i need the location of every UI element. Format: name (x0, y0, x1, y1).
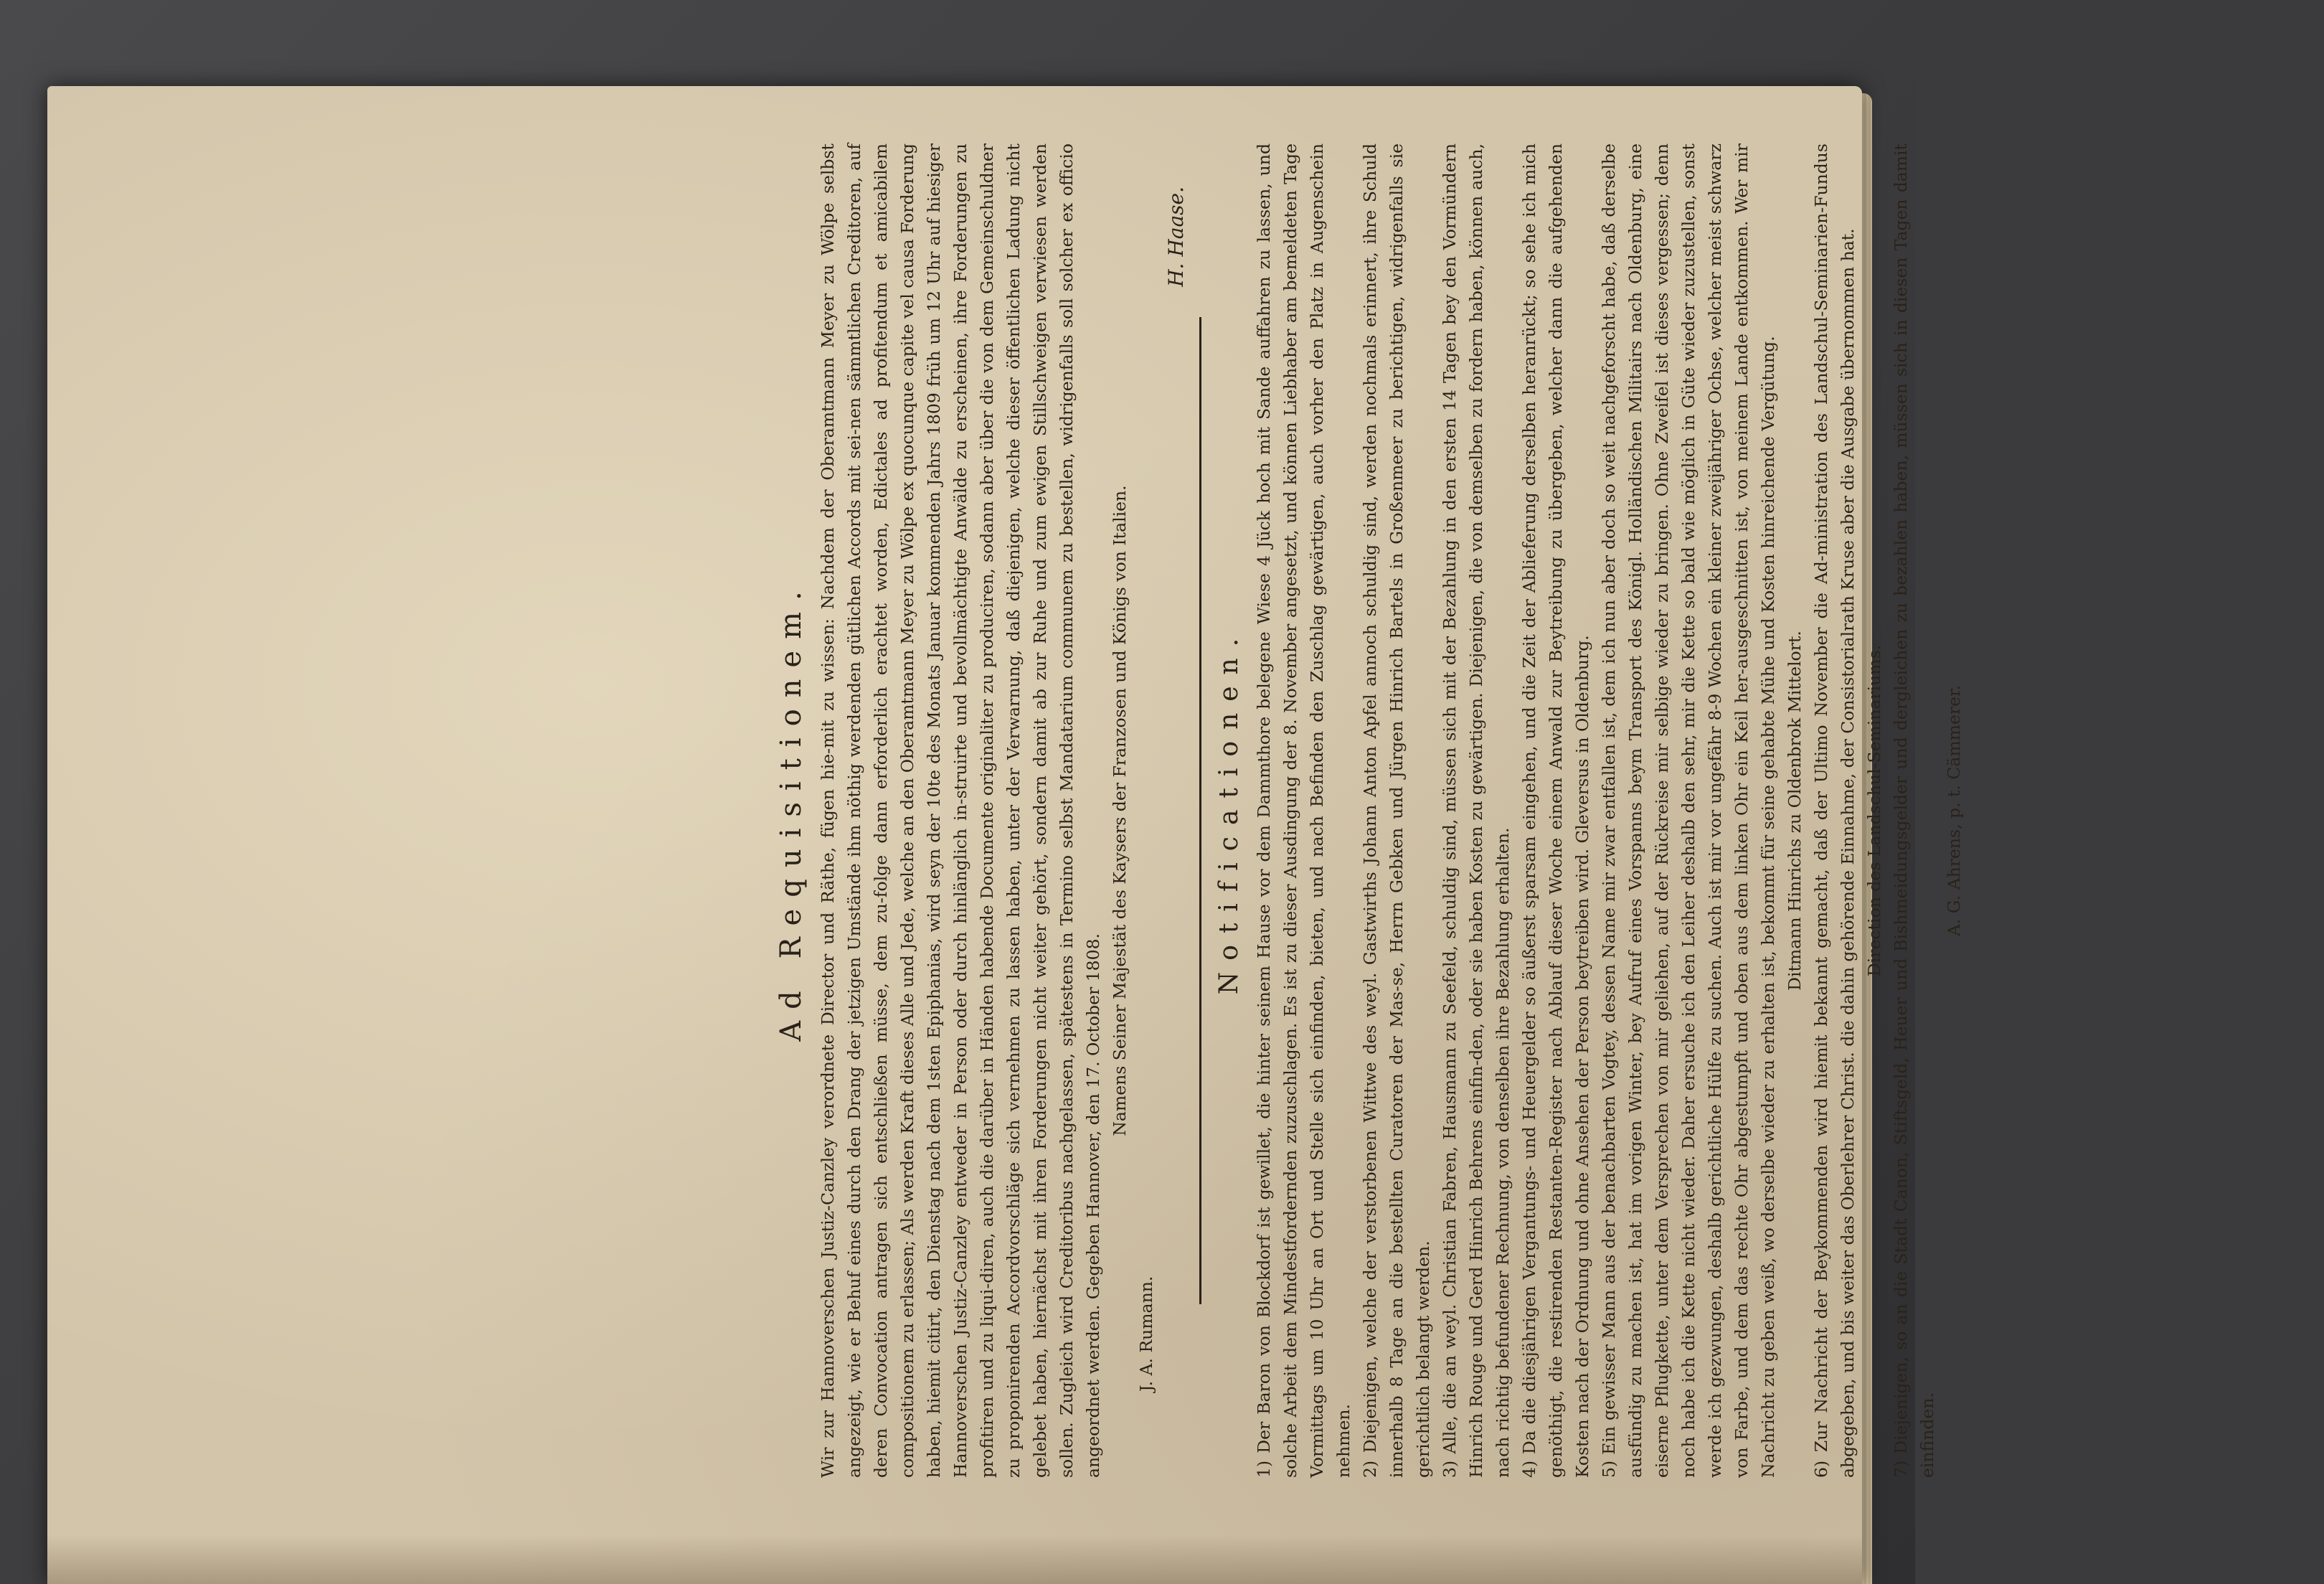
requisitionem-signer-left: J. A. Rumann. (1136, 1276, 1156, 1392)
requisitionem-signer-right: H. Haase. (1164, 187, 1188, 287)
notification-item-5: 5) Ein gewisser Mann aus der benachbarten Vogtey, dessen Name mir zwar entfallen ist, dem ich nun aber doch so weit nachgeforscht habe, daß derselbe ausfündig zu machen ist, hat im vorigen Winter, bey Aufruf eines Vorspanns beym Transport des Königl. Holländischen Militairs nach Oldenburg, eine eiserne Pflugkette, unter dem Versprechen von mir geliehen, auf der Rückreise mir selbige wieder zu bringen. Ohne Zweifel ist dieses vergessen; denn noch habe ich die Kette nicht wieder. Daher ersuche ich den Leiher deshalb den sehr, mir die Kette so bald wie möglich in Güte wieder zuzustellen, sonst werde ich gezwungen, deshalb gerichtliche Hülfe zu suchen. Auch ist mir vor ungefähr 8-9 Wochen ein kleiner zweijähriger Ochse, welcher meist schwarz von Farbe, und dem das rechte Ohr abgestumpft und oben aus dem linken Ohr ein Keil her-ausgeschnitten ist, von meinem Lande entkommen. Wer mir Nachricht zu geben weiß, wo derselbe wieder zu erhalten ist, bekommt für seine gehabte Mühe und Kosten hinreichende Vergütung. (1599, 143, 1778, 1478)
section-heading-requisitionem: Ad Requisitionem. (775, 580, 808, 1042)
notification-signer-6: Direction des Landschul-Seminariums. (1864, 644, 1884, 977)
notification-item-1: 1) Der Baron von Blockdorf ist gewillet, die hinter seinem Hause vor dem Dammthore belegene Wiese 4 Jück hoch mit Sande auffahren zu lassen, und solche Arbeit dem Mindestfordernden zuzuschlagen. Es ist zu dieser Ausdingung der 8. November angesetzt, und können Liebhaber am bemeldeten Tage Vormittags um 10 Uhr an Ort und Stelle sich einfinden, bieten, und nach Befinden den Zuschlag gewärtigen, auch vorher den Platz in Augenschein nehmen. (1254, 143, 1354, 1478)
notification-item-6: 6) Zur Nachricht der Beykommenden wird hiemit bekannt gemacht, daß der Ultimo November die Ad-ministration des Landschul-Seminarien-Fundus abgegeben, und bis weiter das Oberlehrer Christ. die dahin gehörende Einnahme, der Consistorialrath Kruse aber die Ausgabe übernommen hat. (1811, 143, 1858, 1478)
section-divider-rule (1199, 317, 1201, 1304)
notification-item-4: 4) Da die diesjährigen Vergantungs- und Heuergelder so äußerst sparsam eingehen, und die Zeit der Ablieferung derselben heranrückt; so sehe ich mich genöthigt, die restirenden Restanten-Register nach Ablauf dieser Woche einem Anwald zur Beytreibung zu übergeben, welcher dann die aufgehenden Kosten nach der Ordnung und ohne Ansehen der Person beytreiben wird. Gleversus in Oldenburg. (1519, 143, 1592, 1478)
section-heading-notificationen: Notificationen. (1214, 626, 1244, 995)
rotated-text-block (775, 143, 2324, 1478)
text-content (775, 143, 2324, 1478)
notification-signer-5: Ditmann Hinrichs zu Oldenbrok Mittelort. (1785, 631, 1805, 991)
notification-signer-7: A. G. Ahrens, p. t. Cämmerer. (1944, 684, 1964, 937)
notification-item-7: 7) Diejenigen, so an die Stadt Canon, Stiftsgeld, Heuer und Bishmeidungsgelder und dergleichen zu bezahlen haben, müssen sich in diesen Tagen damit einfinden. (1891, 143, 1937, 1478)
notification-item-3: 3) Alle, die an weyl. Christian Fabren, Hausmann zu Seefeld, schuldig sind, müssen sich mit der Bezahlung in den ersten 14 Tagen bey den Vormündern Hinrich Rouge und Gerd Hinrich Behrens einfin-den, oder sie haben Kosten zu gewärtigen. Diejenigen, die von demselben zu fordern haben, können auch, nach richtig befundener Rechnung, von denselben ihre Bezahlung erhalten. (1440, 143, 1513, 1478)
requisitionem-body: Wir zur Hannoverschen Justiz-Canzley verordnete Director und Räthe, fügen hie-mit zu wissen: Nachdem der Oberamtmann Meyer zu Wölpe selbst angezeigt, wie er Behuf eines durch den Drang der jetzigen Umstände ihm nöthig werdenden gütlichen Accords mit sei-nen sämmtlichen Creditoren, auf deren Convocation antragen sich entschließen müsse, dem zu-folge dann erforderlich erachtet worden, Edictales ad profitendum et amicabilem compositionem zu erlassen; Als werden Kraft dieses Alle und Jede, welche an den Oberamtmann Meyer zu Wölpe ex quocunque capite vel causa Forderung haben, hiemit citirt, den Dienstag nach dem 1sten Epiphanias, wird seyn der 10te des Monats Januar kommenden Jahrs 1809 früh um 12 Uhr auf hiesiger Hannoverschen Justiz-Canzley entweder in Person oder durch hinlänglich in-struirte und bevollmächtigte Anwälde zu erscheinen, ihre Forderungen zu profitiren und zu liqui-diren, auch die darüber in Händen habende Documente originaliter zu produciren, sodann aber über die von dem Gemeinschuldner zu proponirenden Accordvorschläge sich vernehmen zu lassen haben, unter der Verwarnung, daß diejenigen, welche dieser öffentlichen Ladung nicht gelebet haben, hiernächst mit ihren Forderungen nicht weiter gehört, sondern damit ab zur Ruhe und zum ewigen Stillschweigen verwiesen werden sollen. Zugleich wird Creditoribus nachgelassen, spätestens in Termino selbst Mandatarium communem zu bestellen, widrigenfalls soll solcher ex officio angeordnet werden. Gegeben Hannover, den 17. October 1808. (818, 143, 1103, 1478)
requisitionem-closing: Namens Seiner Majestät des Kaysers der Franzosen und Königs von Italien. (1110, 485, 1130, 1136)
notification-item-2: 2) Diejenigen, welche der verstorbenen Wittwe des weyl. Gastwirths Johann Anton Apfel annoch schuldig sind, werden nochmals erinnert, ihre Schuld innerhalb 8 Tage an die bestellten Curatoren der Mas-se, Herrn Gebken und Jürgen Hinrich Bartels in Großenmeer zu berichtigen, widrigenfalls sie gerichtlich belangt werden. (1360, 143, 1433, 1478)
